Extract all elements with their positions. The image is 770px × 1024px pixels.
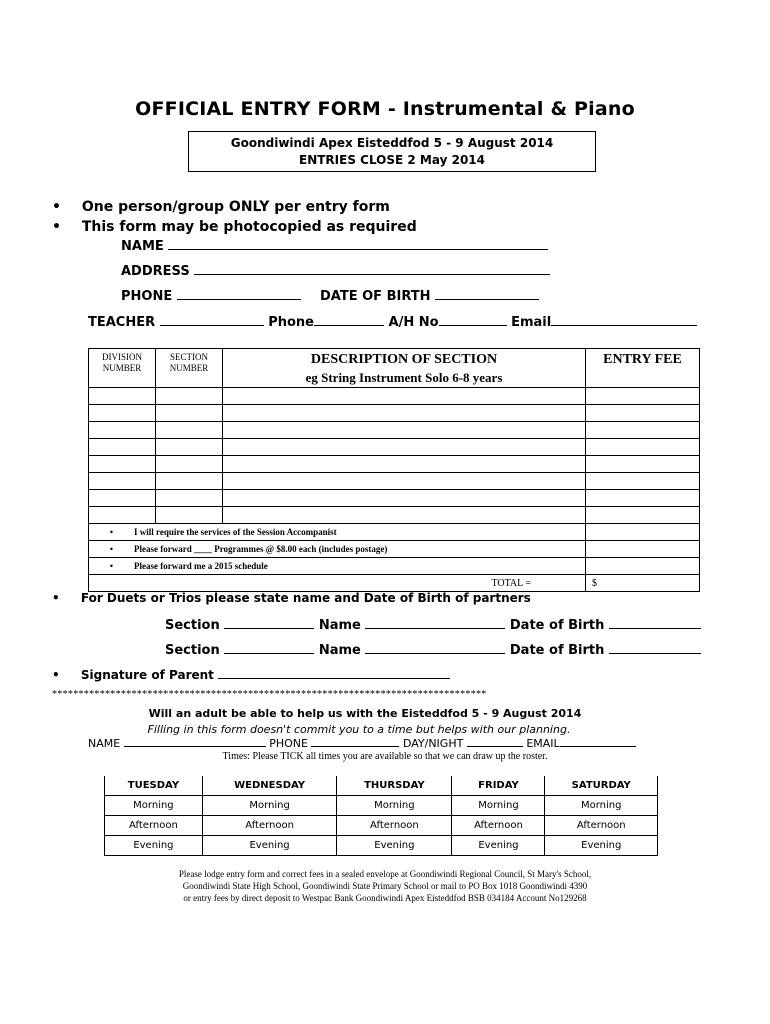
description-header: DESCRIPTION OF SECTION eg String Instrument Solo 6-8 years <box>223 349 586 388</box>
bullet-icon: • <box>52 591 60 605</box>
ah-no-input-line[interactable] <box>439 313 507 326</box>
accompanist-fee-cell[interactable] <box>586 524 700 541</box>
section-cell[interactable] <box>156 490 223 507</box>
schedule-option-row[interactable] <box>89 558 700 575</box>
total-row <box>89 575 700 592</box>
accompanist-option[interactable]: • I will require the services of the Session Accompanist <box>89 524 586 541</box>
division-cell[interactable] <box>89 473 156 490</box>
description-cell[interactable] <box>223 490 586 507</box>
bullet-icon: • <box>52 199 61 215</box>
slot-cell[interactable]: Morning <box>452 796 545 816</box>
event-dates: Goondiwindi Apex Eisteddfod 5 - 9 August 2014 <box>230 136 554 150</box>
slot-cell[interactable]: Morning <box>337 796 452 816</box>
entries-table <box>88 348 700 592</box>
schedule-fee-cell[interactable] <box>586 558 700 575</box>
lodgement-instructions: Please lodge entry form and correct fees in a sealed envelope at Goondiwindi Regional Council, St Mary's School, Goondiwindi State High School, Goondiwindi State Primary School or mail to PO Box 1018 Goondiwindi 4390 or entry fees by direct deposit to Westpac Bank Goondiwindi Apex Eisteddfod BSB 034184 Account No129268 <box>178 869 592 903</box>
division-cell[interactable] <box>89 388 156 405</box>
evening-row <box>105 836 658 856</box>
partner-row: Section Name Date of Birth <box>165 641 701 658</box>
division-cell[interactable] <box>89 456 156 473</box>
slot-cell[interactable]: Morning <box>545 796 658 816</box>
fee-cell[interactable] <box>586 422 700 439</box>
bullet-icon: • <box>109 561 114 571</box>
bullet-icon: • <box>52 219 61 235</box>
programmes-fee-cell[interactable] <box>586 541 700 558</box>
section-cell[interactable] <box>156 388 223 405</box>
entries-close: ENTRIES CLOSE 2 May 2014 <box>299 153 485 167</box>
slot-cell[interactable]: Evening <box>545 836 658 856</box>
fee-cell[interactable] <box>586 507 700 524</box>
slot-cell[interactable]: Afternoon <box>545 816 658 836</box>
volunteer-name-input[interactable] <box>124 737 266 747</box>
volunteer-phone-input[interactable] <box>311 737 399 747</box>
entry-row[interactable] <box>89 507 700 524</box>
availability-table <box>104 776 658 856</box>
slot-cell[interactable]: Evening <box>105 836 203 856</box>
entries-header-row <box>89 349 700 388</box>
teacher-phone-input-line[interactable] <box>314 313 384 326</box>
address-field[interactable]: ADDRESS <box>121 262 550 279</box>
morning-row <box>105 796 658 816</box>
fee-cell[interactable] <box>586 388 700 405</box>
entry-row[interactable] <box>89 422 700 439</box>
slot-cell[interactable]: Afternoon <box>105 816 203 836</box>
section-cell[interactable] <box>156 439 223 456</box>
teacher-row: TEACHER Phone A/H No Email <box>88 313 697 330</box>
section-cell[interactable] <box>156 405 223 422</box>
afternoon-row <box>105 816 658 836</box>
description-cell[interactable] <box>223 388 586 405</box>
day-header-friday: FRIDAY <box>452 776 545 796</box>
bullet-icon: • <box>52 668 60 682</box>
division-cell[interactable] <box>89 405 156 422</box>
description-cell[interactable] <box>223 507 586 524</box>
fee-cell[interactable] <box>586 439 700 456</box>
total-label: TOTAL = <box>89 575 586 592</box>
description-cell[interactable] <box>223 439 586 456</box>
section-cell[interactable] <box>156 473 223 490</box>
day-header-wednesday: WEDNESDAY <box>202 776 336 796</box>
name-input-line[interactable] <box>168 237 548 250</box>
division-cell[interactable] <box>89 507 156 524</box>
email-input-line[interactable] <box>551 313 697 326</box>
bullet-icon: • <box>109 527 114 537</box>
volunteer-heading: Will an adult be able to help us with the Eisteddfod 5 - 9 August 2014 <box>148 707 582 720</box>
section-cell[interactable] <box>156 456 223 473</box>
fee-cell[interactable] <box>586 405 700 422</box>
slot-cell[interactable]: Morning <box>202 796 336 816</box>
day-header-tuesday: TUESDAY <box>105 776 203 796</box>
description-example: eg String Instrument Solo 6-8 years <box>305 370 503 385</box>
fee-cell[interactable] <box>586 456 700 473</box>
times-note: Times: Please TICK all times you are available so that we can draw up the roster. <box>222 751 548 762</box>
fee-cell[interactable] <box>586 473 700 490</box>
day-header-saturday: SATURDAY <box>545 776 658 796</box>
volunteer-contact-row: NAME PHONE DAY/NIGHT EMAIL <box>88 737 636 750</box>
signature-input-line[interactable] <box>218 666 450 679</box>
division-cell[interactable] <box>89 490 156 507</box>
name-field[interactable]: NAME <box>121 237 548 254</box>
entry-row[interactable] <box>89 456 700 473</box>
phone-input-line[interactable] <box>177 287 301 300</box>
description-cell[interactable] <box>223 405 586 422</box>
teacher-input-line[interactable] <box>160 313 264 326</box>
partner-dob-input[interactable] <box>609 641 701 654</box>
dob-field[interactable]: DATE OF BIRTH <box>320 287 539 304</box>
slot-cell[interactable]: Evening <box>452 836 545 856</box>
fee-cell[interactable] <box>586 490 700 507</box>
day-header-thursday: THURSDAY <box>337 776 452 796</box>
accompanist-option-row[interactable] <box>89 524 700 541</box>
slot-cell[interactable]: Afternoon <box>452 816 545 836</box>
division-cell[interactable] <box>89 422 156 439</box>
partner-name-input[interactable] <box>365 641 505 654</box>
section-cell[interactable] <box>156 507 223 524</box>
bullet-icon: • <box>109 544 114 554</box>
phone-field[interactable]: PHONE <box>121 287 301 304</box>
rule-item: • One person/group ONLY per entry form <box>52 199 390 215</box>
partner-row: Section Name Date of Birth <box>165 616 701 633</box>
volunteer-subheading: Filling in this form doesn't commit you to a time but helps with our planning. <box>147 723 571 736</box>
total-amount[interactable]: $ <box>586 575 700 592</box>
entry-row[interactable] <box>89 473 700 490</box>
section-header: SECTION NUMBER <box>156 349 223 388</box>
address-input-line[interactable] <box>194 262 550 275</box>
partner-section-input[interactable] <box>224 616 314 629</box>
description-cell[interactable] <box>223 422 586 439</box>
days-row <box>105 776 658 796</box>
division-header: DIVISION NUMBER <box>89 349 156 388</box>
rule-item: • This form may be photocopied as required <box>52 219 417 235</box>
event-info-box <box>188 131 596 172</box>
separator: ********************************************************************************** <box>52 689 487 700</box>
programmes-option[interactable]: • Please forward ____ Programmes @ $8.00 each (includes postage) <box>89 541 586 558</box>
slot-cell[interactable]: Afternoon <box>337 816 452 836</box>
dob-input-line[interactable] <box>435 287 539 300</box>
slot-cell[interactable]: Morning <box>105 796 203 816</box>
schedule-option[interactable]: • Please forward me a 2015 schedule <box>89 558 586 575</box>
description-cell[interactable] <box>223 456 586 473</box>
entry-row[interactable] <box>89 405 700 422</box>
entry-row[interactable] <box>89 439 700 456</box>
volunteer-email-input[interactable] <box>560 737 636 747</box>
division-cell[interactable] <box>89 439 156 456</box>
form-title: OFFICIAL ENTRY FORM - Instrumental & Piano <box>135 98 635 120</box>
partner-name-input[interactable] <box>365 616 505 629</box>
partner-section-input[interactable] <box>224 641 314 654</box>
description-cell[interactable] <box>223 473 586 490</box>
signature-field[interactable]: • Signature of Parent <box>52 666 450 682</box>
programmes-option-row[interactable] <box>89 541 700 558</box>
entry-row[interactable] <box>89 490 700 507</box>
slot-cell[interactable]: Afternoon <box>202 816 336 836</box>
slot-cell[interactable]: Evening <box>202 836 336 856</box>
partner-dob-input[interactable] <box>609 616 701 629</box>
duets-note: • For Duets or Trios please state name and Date of Birth of partners <box>52 591 531 605</box>
slot-cell[interactable]: Evening <box>337 836 452 856</box>
volunteer-daynight-input[interactable] <box>467 737 523 747</box>
entry-row[interactable] <box>89 388 700 405</box>
section-cell[interactable] <box>156 422 223 439</box>
entry-fee-header: ENTRY FEE <box>586 349 700 388</box>
